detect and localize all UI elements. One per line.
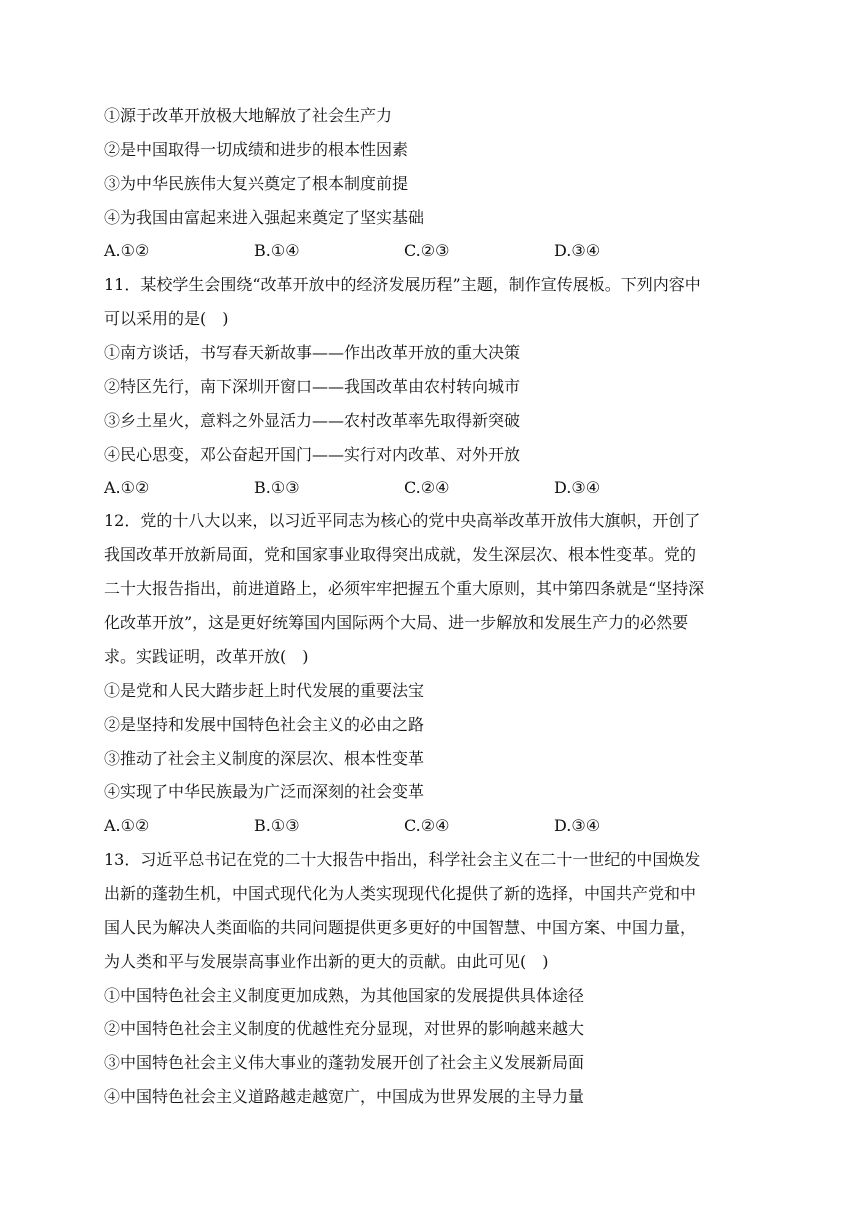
q13-choice-1: ①中国特色社会主义制度更加成熟，为其他国家的发展提供具体途径 [104,986,585,1005]
option-b: B.①④ [254,241,300,260]
option-c: C.②④ [404,816,450,835]
q13-stem-line-2: 出新的蓬勃生机，中国式现代化为人类实现现代化提供了新的选择，中国共产党和中 [104,884,697,903]
option-a: A.①② [104,241,150,260]
q11-choice-3: ③乡土星火，意料之外显活力——农村改革率先取得新突破 [104,411,521,430]
option-b: B.①③ [254,478,300,497]
q13-stem-line-1: 13．习近平总书记在党的二十大报告中指出，科学社会主义在二十一世纪的中国焕发 [104,850,701,869]
q13-choice-2: ②中国特色社会主义制度的优越性充分显现，对世界的影响越来越大 [104,1019,585,1038]
option-c: C.②③ [404,241,450,260]
q12-stem-line-1: 12．党的十八大以来，以习近平同志为核心的党中央高举改革开放伟大旗帜，开创了 [104,511,701,530]
q12-stem-line-2: 我国改革开放新局面，党和国家事业取得突出成就，发生深层次、根本性变革。党的 [104,545,697,564]
q13-stem-line-3: 国人民为解决人类面临的共同问题提供更多更好的中国智慧、中国方案、中国力量， [104,918,697,937]
q12-choice-3: ③推动了社会主义制度的深层次、根本性变革 [104,749,425,768]
q12-choice-4: ④实现了中华民族最为广泛而深刻的社会变革 [104,782,425,801]
option-d: D.③④ [554,816,601,835]
option-a: A.①② [104,478,150,497]
q12-stem-line-3: 二十大报告指出，前进道路上，必须牢牢把握五个重大原则，其中第四条就是“坚持深 [104,579,705,598]
option-c: C.②④ [404,478,450,497]
q12-stem-line-5: 求。实践证明，改革开放( ) [104,647,309,666]
q13-choice-3: ③中国特色社会主义伟大事业的蓬勃发展开创了社会主义发展新局面 [104,1053,585,1072]
q13-stem-line-4: 为人类和平与发展崇高事业作出新的更大的贡献。由此可见( ) [104,952,549,971]
q11-choice-4: ④民心思变，邓公奋起开国门——实行对内改革、对外开放 [104,445,521,464]
q13-choice-4: ④中国特色社会主义道路越走越宽广，中国成为世界发展的主导力量 [104,1087,585,1106]
q11-stem-line-1: 11．某校学生会围绕“改革开放中的经济发展历程”主题，制作宣传展板。下列内容中 [104,275,701,294]
q11-stem-line-2: 可以采用的是( ) [104,309,229,328]
option-d: D.③④ [554,241,601,260]
option-b: B.①③ [254,816,300,835]
q11-choice-2: ②特区先行，南下深圳开窗口——我国改革由农村转向城市 [104,377,521,396]
q11-answer-options [104,478,764,498]
option-a: A.①② [104,816,150,835]
prev-choice-3: ③为中华民族伟大复兴奠定了根本制度前提 [104,174,409,193]
q12-choice-2: ②是坚持和发展中国特色社会主义的必由之路 [104,715,425,734]
q12-choice-1: ①是党和人民大踏步赶上时代发展的重要法宝 [104,681,425,700]
prev-choice-2: ②是中国取得一切成绩和进步的根本性因素 [104,140,409,159]
prev-choice-4: ④为我国由富起来进入强起来奠定了坚实基础 [104,208,425,227]
prev-answer-options [104,241,764,261]
q12-stem-line-4: 化改革开放”，这是更好统筹国内国际两个大局、进一步解放和发展生产力的必然要 [104,613,689,632]
option-d: D.③④ [554,478,601,497]
prev-choice-1: ①源于改革开放极大地解放了社会生产力 [104,106,393,125]
q11-choice-1: ①南方谈话，书写春天新故事——作出改革开放的重大决策 [104,343,521,362]
q12-answer-options [104,816,764,836]
